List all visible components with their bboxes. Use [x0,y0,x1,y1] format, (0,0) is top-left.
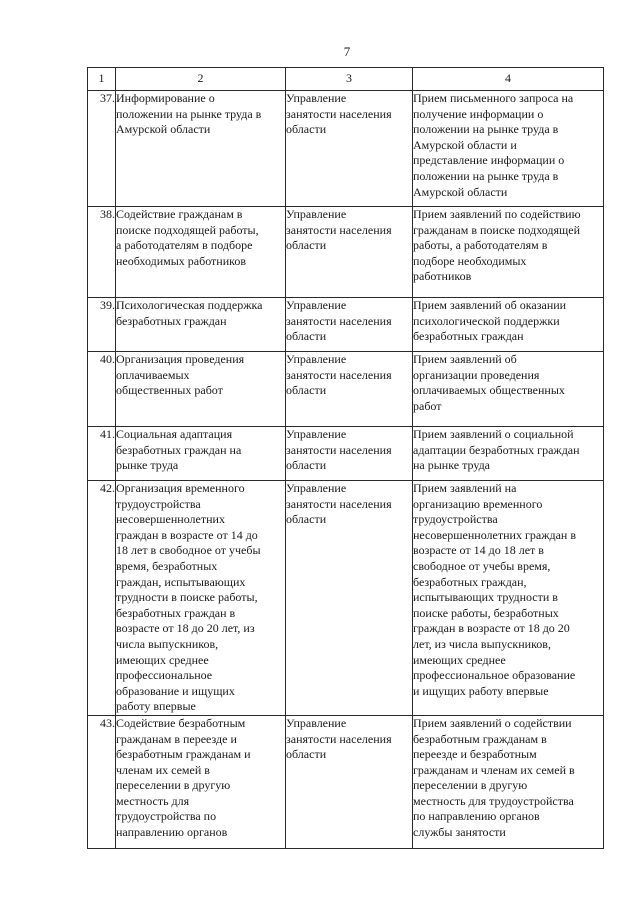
header-col-3: 3 [286,68,413,91]
description: Прием заявлений по содействию гражданам в поиске подходящей работы, а работодателям в подборе необходимых работников [413,207,581,284]
description-cell [413,298,604,352]
row-number: 42. [88,481,116,716]
description: Прием заявлений об оказании психологической поддержки безработных граждан [413,298,567,344]
page-number: 7 [343,44,351,59]
organization: Управление занятости населения области [286,207,392,253]
service-name: Содействие гражданам в поиске подходящей работы, а работодателям в подборе необходимых работников [116,207,259,268]
header-col-1: 1 [88,68,116,91]
row-number: 40. [88,352,116,427]
organization: Управление занятости населения области [286,427,392,473]
organization-cell [286,715,413,848]
description: Прием заявлений об организации проведения оплачиваемых общественных работ [413,352,565,413]
service-name: Социальная адаптация безработных граждан на рынке труда [116,427,242,473]
description: Прием заявлений на организацию временного трудоустройства несовершеннолетних граждан в возрасте от 14 до 18 лет в свободное от учебы время, безработных граждан, испытывающих трудности в поиске работы, безработных граждан в возрасте от 18 до 20 лет, из числа выпускников, имеющих среднее профессиональное образование и ищущих работу впервые [413,481,577,698]
row-number: 39. [88,298,116,352]
description-cell [413,207,604,298]
organization: Управление занятости населения области [286,352,392,398]
service-name-cell [116,298,286,352]
service-name: Психологическая поддержка безработных граждан [116,298,263,328]
organization: Управление занятости населения области [286,715,392,762]
service-name-cell [116,715,286,848]
header-col-4: 4 [413,68,604,91]
organization-cell [286,427,413,481]
service-name: Содействие безработным гражданам в переезде и безработным гражданам и членам их семей в переселении в другую местность для трудоустройства по направлению органов [116,715,251,840]
service-name-cell [116,352,286,427]
description: Прием заявлений о содействии безработным гражданам в переезде и безработным гражданам и членам их семей в переселении в другую местность для трудоустройства по направлению органов службы занятости [413,715,575,840]
row-number: 37. [88,91,116,207]
organization: Управление занятости населения области [286,481,392,527]
organization-cell [286,298,413,352]
table-row [88,91,604,207]
description-cell [413,481,604,716]
table-row [88,298,604,352]
service-name-cell [116,427,286,481]
organization-cell [286,91,413,207]
organization: Управление занятости населения области [286,298,392,344]
service-name-cell [116,207,286,298]
table-header-row [88,68,604,91]
table-row [88,481,604,716]
service-name: Организация временного трудоустройства несовершеннолетних граждан в возрасте от 14 до 18 лет в свободное от учебы время, безработных граждан, испытывающих трудности в поиске работы, безработных граждан в возрасте от 18 до 20 лет, из числа выпускников, имеющих среднее профессиональное образование и ищущих работу впервые [116,481,261,714]
row-number: 43. [88,715,116,848]
description-cell [413,715,604,848]
organization: Управление занятости населения области [286,91,392,137]
organization-cell [286,352,413,427]
description: Прием письменного запроса на получение информации о положении на рынке труда в Амурской области и представление информации о положении на рынке труда в Амурской области [413,91,574,199]
organization-cell [286,207,413,298]
service-name: Информирование о положении на рынке труда в Амурской области [116,91,262,137]
services-table [87,67,604,849]
description: Прием заявлений о социальной адаптации безработных граждан на рынке труда [413,427,580,473]
description-cell [413,91,604,207]
table-row [88,427,604,481]
service-name-cell [116,91,286,207]
service-name-cell [116,481,286,716]
table-row [88,207,604,298]
description-cell [413,427,604,481]
description-cell [413,352,604,427]
table-row [88,715,604,848]
row-number: 41. [88,427,116,481]
row-number: 38. [88,207,116,298]
header-col-2: 2 [116,68,286,91]
service-name: Организация проведения оплачиваемых общественных работ [116,352,245,398]
table-row [88,352,604,427]
organization-cell [286,481,413,716]
